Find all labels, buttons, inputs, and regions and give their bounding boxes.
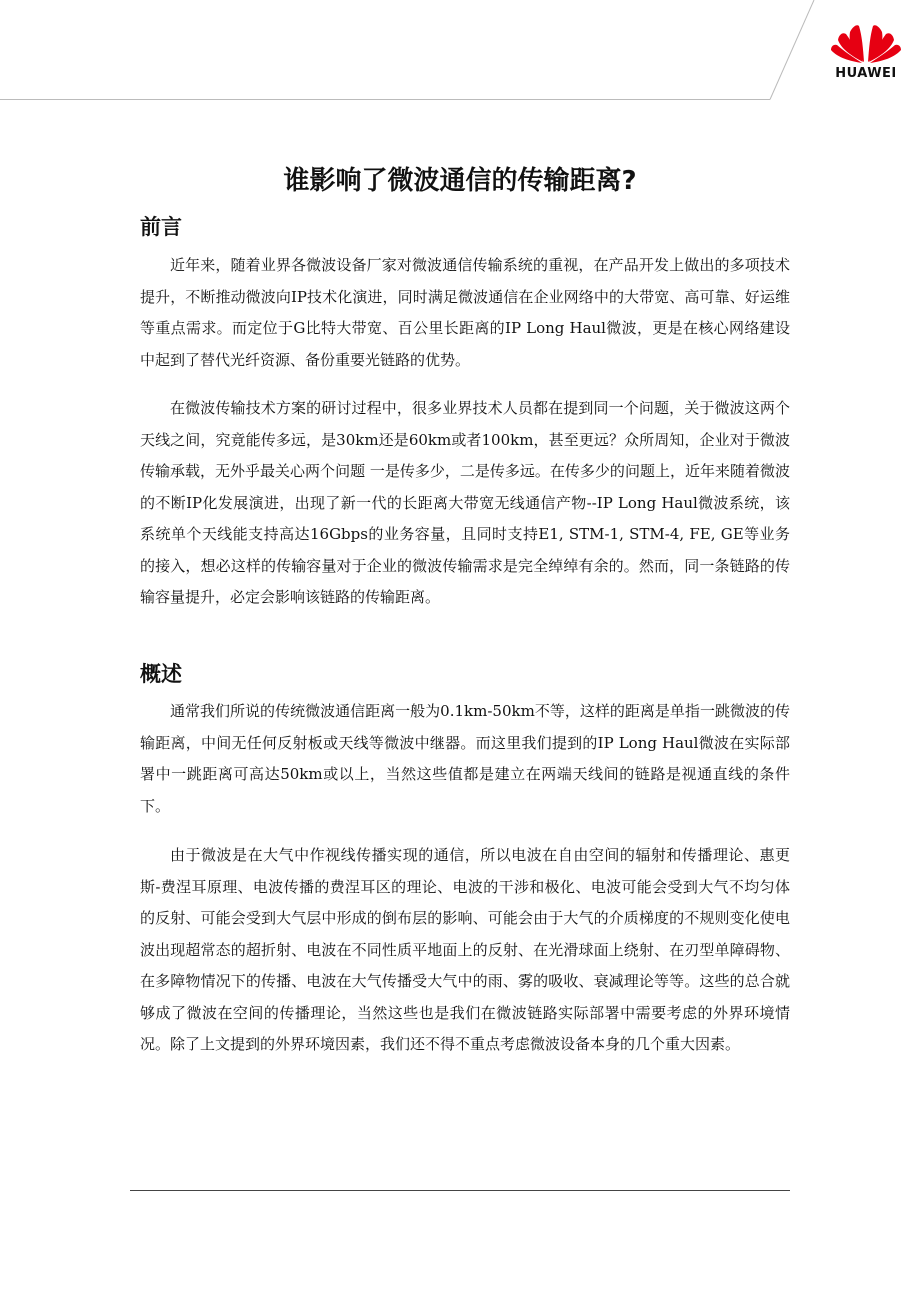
paragraph: 近年来，随着业界各微波设备厂家对微波通信传输系统的重视，在产品开发上做出的多项技术提升，不断推动微波向IP技术化演进，同时满足微波通信在企业网络中的大带宽、高可靠、好运维等重点需求。而定位于G比特大带宽、百公里长距离的IP Long Haul微波，更是在核心网络建设中起到了替代光纤资源、备份重要光链路的优势。 [140,256,790,369]
header-lines [0,0,920,100]
paragraph: 由于微波是在大气中作视线传播实现的通信，所以电波在自由空间的辐射和传播理论、惠更斯-费涅耳原理、电波传播的费涅耳区的理论、电波的干涉和极化、电波可能会受到大气不均匀体的反射、可能会受到大气层中形成的倒布层的影响、可能会由于大气的介质梯度的不规则变化使电波出现超常态的超折射、电波在不同性质平地面上的反射、在光滑球面上绕射、在刃型单障碍物、在多障物情况下的传播、电波在大气传播受大气中的雨、雾的吸收、衰减理论等等。这些的总合就够成了微波在空间的传播理论，当然这些也是我们在微波链路实际部署中需要考虑的外界环境情况。除了上文提到的外界环境因素，我们还不得不重点考虑微波设备本身的几个重大因素。 [140,846,790,1053]
paragraph: 在微波传输技术方案的研讨过程中，很多业界技术人员都在提到同一个问题，关于微波这两个天线之间，究竟能传多远，是30km还是60km或者100km，甚至更远？众所周知，企业对于微波传输承载，无外乎最关心两个问题 一是传多少，二是传多远。在传多少的问题上，近年来随着微波的不断IP化发展演进，出现了新一代的长距离大带宽无线通信产物--IP Long Haul微波系统，该系统单个天线能支持高达16Gbps的业务容量，且同时支持E1, STM-1, STM-4, FE, GE等业务的接入，想必这样的传输容量对于企业的微波传输需求是完全绰绰有余的。然而，同一条链路的传输容量提升，必定会影响该链路的传输距离。 [140,399,790,606]
section-heading-overview: 概述 [140,662,182,686]
section-heading-preface: 前言 [140,215,182,239]
huawei-petals-icon [826,18,906,64]
document-title: 谁影响了微波通信的传输距离? [283,166,637,196]
paragraph: 通常我们所说的传统微波通信距离一般为0.1km-50km不等，这样的距离是单指一跳微波的传输距离，中间无任何反射板或天线等微波中继器。而这里我们提到的IP Long Haul微波在实际部署中一跳距离可高达50km或以上，当然这些值都是建立在两端天线间的链路是视通直线的条件下。 [140,702,790,815]
brand-wordmark: HUAWEI [835,66,897,81]
huawei-logo [826,18,906,84]
page-header [0,0,920,100]
header-diagonal-line [770,0,814,100]
footer-divider [130,1190,790,1191]
